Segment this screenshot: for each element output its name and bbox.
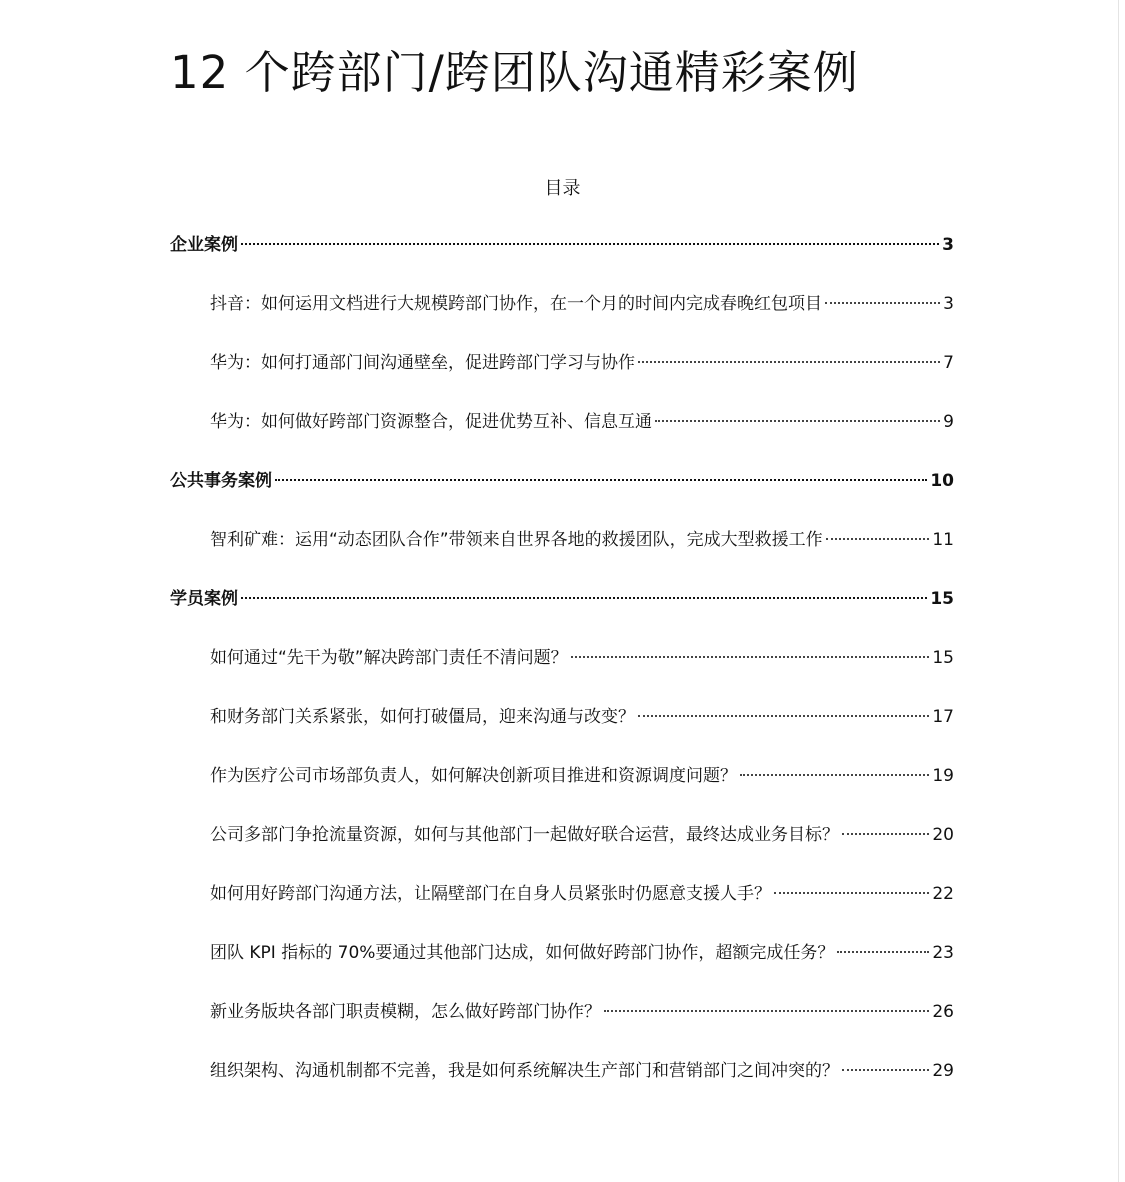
dot-leader — [638, 715, 929, 717]
toc-entry[interactable] — [170, 820, 954, 879]
toc-entry-label: 华为：如何做好跨部门资源整合，促进优势互补、信息互通 — [210, 412, 652, 432]
toc-entry-label: 华为：如何打通部门间沟通壁垒，促进跨部门学习与协作 — [210, 353, 635, 373]
dot-leader — [241, 597, 927, 599]
toc-entry[interactable] — [170, 643, 954, 702]
toc-entry[interactable] — [170, 1056, 954, 1115]
toc-page-number: 22 — [932, 884, 954, 904]
dot-leader — [740, 774, 929, 776]
toc-page-number: 15 — [930, 589, 954, 609]
dot-leader — [275, 479, 927, 481]
toc-entry[interactable] — [170, 525, 954, 584]
toc-entry[interactable] — [170, 702, 954, 761]
toc-section[interactable] — [170, 230, 954, 289]
toc-entry-label: 公共事务案例 — [170, 471, 272, 491]
toc-page-number: 10 — [930, 471, 954, 491]
toc-entry[interactable] — [170, 289, 954, 348]
toc-page-number: 15 — [932, 648, 954, 668]
dot-leader — [826, 538, 930, 540]
toc-section[interactable] — [170, 584, 954, 643]
toc-entry[interactable] — [170, 997, 954, 1056]
dot-leader — [842, 833, 929, 835]
toc-entry[interactable] — [170, 407, 954, 466]
toc-page-number: 20 — [932, 825, 954, 845]
toc-entry-label: 抖音：如何运用文档进行大规模跨部门协作，在一个月的时间内完成春晚红包项目 — [210, 294, 822, 314]
toc-entry-label: 团队 KPI 指标的 70%要通过其他部门达成，如何做好跨部门协作，超额完成任务？ — [210, 943, 835, 963]
toc-page-number: 11 — [932, 530, 954, 550]
document-title: 12 个跨部门/跨团队沟通精彩案例 — [170, 46, 859, 99]
dot-leader — [604, 1010, 929, 1012]
toc-page-number: 7 — [943, 353, 954, 373]
toc-page-number: 19 — [932, 766, 954, 786]
toc-entry-label: 和财务部门关系紧张，如何打破僵局，迎来沟通与改变？ — [210, 707, 635, 727]
dot-leader — [774, 892, 929, 894]
toc-entry-label: 如何用好跨部门沟通方法，让隔壁部门在自身人员紧张时仍愿意支援人手？ — [210, 884, 771, 904]
dot-leader — [638, 361, 940, 363]
toc-entry-label: 新业务版块各部门职责模糊，怎么做好跨部门协作？ — [210, 1002, 601, 1022]
toc-page-number: 26 — [932, 1002, 954, 1022]
toc-entry-label: 如何通过“先干为敬”解决跨部门责任不清问题？ — [210, 648, 568, 668]
toc-entry-label: 公司多部门争抢流量资源，如何与其他部门一起做好联合运营，最终达成业务目标？ — [210, 825, 839, 845]
dot-leader — [842, 1069, 929, 1071]
toc-entry-label: 企业案例 — [170, 235, 238, 255]
toc-entry-label: 作为医疗公司市场部负责人，如何解决创新项目推进和资源调度问题？ — [210, 766, 737, 786]
dot-leader — [571, 656, 930, 658]
toc-page-number: 17 — [932, 707, 954, 727]
toc-entry-label: 智利矿难：运用“动态团队合作”带领来自世界各地的救援团队，完成大型救援工作 — [210, 530, 823, 550]
toc-page-number: 9 — [943, 412, 954, 432]
toc-entry-label: 学员案例 — [170, 589, 238, 609]
toc-entry[interactable] — [170, 938, 954, 997]
toc-entry-label: 组织架构、沟通机制都不完善，我是如何系统解决生产部门和营销部门之间冲突的？ — [210, 1061, 839, 1081]
toc-page-number: 23 — [932, 943, 954, 963]
toc-page-number: 29 — [932, 1061, 954, 1081]
toc-entry[interactable] — [170, 879, 954, 938]
toc-entry[interactable] — [170, 348, 954, 407]
toc-entry[interactable] — [170, 761, 954, 820]
toc-page-number: 3 — [943, 294, 954, 314]
dot-leader — [241, 243, 939, 245]
dot-leader — [825, 302, 940, 304]
toc-section[interactable] — [170, 466, 954, 525]
toc-page-number: 3 — [942, 235, 954, 255]
dot-leader — [837, 951, 929, 953]
toc-heading: 目录 — [544, 178, 581, 199]
table-of-contents — [170, 230, 954, 1115]
dot-leader — [655, 420, 940, 422]
